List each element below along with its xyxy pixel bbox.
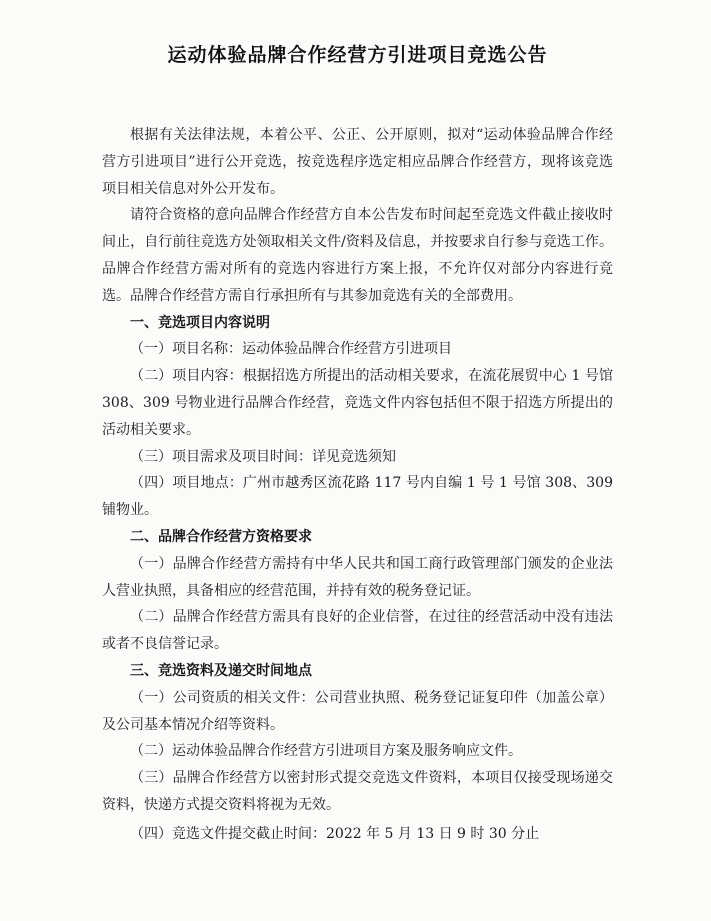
document-title: 运动体验品牌合作经营方引进项目竞选公告 <box>167 44 548 66</box>
project-requirement-item: （三）项目需求及项目时间：详见竞选须知 <box>130 448 396 465</box>
section-heading-submission: 三、竞选资料及递交时间地点 <box>130 662 312 679</box>
document-body <box>102 122 613 848</box>
project-content-item: （二）项目内容：根据招选方所提出的活动相关要求，在流花展贸中心 1 号馆 308、309 号物业进行品牌合作经营，竞选文件内容包括但不限于招选方所提出的活动相关要求。 <box>102 368 613 438</box>
qualification-license-item: （一）品牌合作经营方需持有中华人民共和国工商行政管理部门颁发的企业法人营业执照，具备相应的经营范围，并持有效的税务登记证。 <box>102 555 613 599</box>
instruction-paragraph: 请符合资格的意向品牌合作经营方自本公告发布时间起至竞选文件截止接收时间止，自行前往竞选方处领取相关文件/资料及信息，并按要求自行参与竞选工作。品牌合作经营方需对所有的竞选内容进行方案上报，不允许仅对部分内容进行竞选。品牌合作经营方需自行承担所有与其参加竞选有关的全部费用。 <box>102 207 613 304</box>
submission-method-item: （三）品牌合作经营方以密封形式提交竞选文件资料，本项目仅接受现场递交资料，快递方式提交资料将视为无效。 <box>102 770 613 813</box>
project-location-item: （四）项目地点：广州市越秀区流花路 117 号内自编 1 号 1 号馆 308、309 铺物业。 <box>102 475 613 519</box>
submission-documents-item: （一）公司资质的相关文件：公司营业执照、税务登记证复印件（加盖公章）及公司基本情况介绍等资料。 <box>102 689 613 733</box>
qualification-reputation-item: （二）品牌合作经营方需具有良好的企业信誉，在过往的经营活动中没有违法或者不良信誉记录。 <box>102 609 613 653</box>
submission-deadline-item: （四）竞选文件提交截止时间：2022 年 5 月 13 日 9 时 30 分止 <box>130 825 540 842</box>
project-name-item: （一）项目名称：运动体验品牌合作经营方引进项目 <box>130 341 452 358</box>
section-heading-project-content: 一、竞选项目内容说明 <box>130 314 270 331</box>
intro-paragraph: 根据有关法律法规，本着公平、公正、公开原则，拟对“运动体验品牌合作经营方引进项目”进行公开竞选，按竞选程序选定相应品牌合作经营方，现将该竞选项目相关信息对外公开发布。 <box>102 127 613 197</box>
section-heading-qualifications: 二、品牌合作经营方资格要求 <box>130 528 312 545</box>
submission-proposal-item: （二）运动体验品牌合作经营方引进项目方案及服务响应文件。 <box>130 743 522 760</box>
